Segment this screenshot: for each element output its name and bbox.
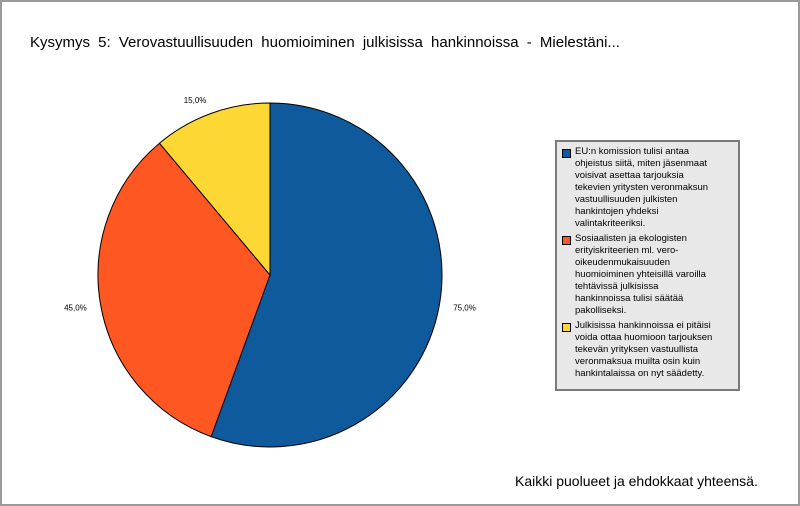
legend-swatch	[562, 149, 571, 158]
legend-swatch	[562, 323, 571, 332]
legend-swatch	[562, 236, 571, 245]
legend-label: Sosiaalisten ja ekologisten erityiskriteerien ml. vero- oikeudenmukaisuuden huomioiminen yhteisillä varoilla tehtävissä julkisissa hankinnoissa tulisi säätää pakolliseksi.	[575, 233, 706, 316]
pie-data-label: 45,0%	[64, 303, 87, 313]
chart-title: Kysymys 5: Verovastuullisuuden huomioiminen julkisissa hankinnoissa - Mielestäni...	[30, 34, 620, 51]
legend-item	[561, 320, 734, 380]
legend-item	[561, 146, 734, 230]
pie-data-label: 75,0%	[453, 303, 476, 313]
pie-data-label: 15,0%	[183, 96, 207, 106]
legend-item	[561, 233, 734, 317]
legend	[555, 140, 740, 391]
legend-label: EU:n komission tulisi antaa ohjeistus siitä, miten jäsenmaat voisivat asettaa tarjouksia tekevien yritysten veronmaksun vastuullisuuden julkisten hankintojen yhdeksi valintakriteeriksi.	[575, 146, 709, 229]
chart-footer-note: Kaikki puolueet ja ehdokkaat yhteensä.	[515, 473, 758, 489]
legend-label: Julkisissa hankinnoissa ei pitäisi voida ottaa huomioon tarjouksen tekevän yrityksen vastuullista veronmaksua muilta osin kuin hankintalaissa on nyt säädetty.	[575, 320, 713, 379]
